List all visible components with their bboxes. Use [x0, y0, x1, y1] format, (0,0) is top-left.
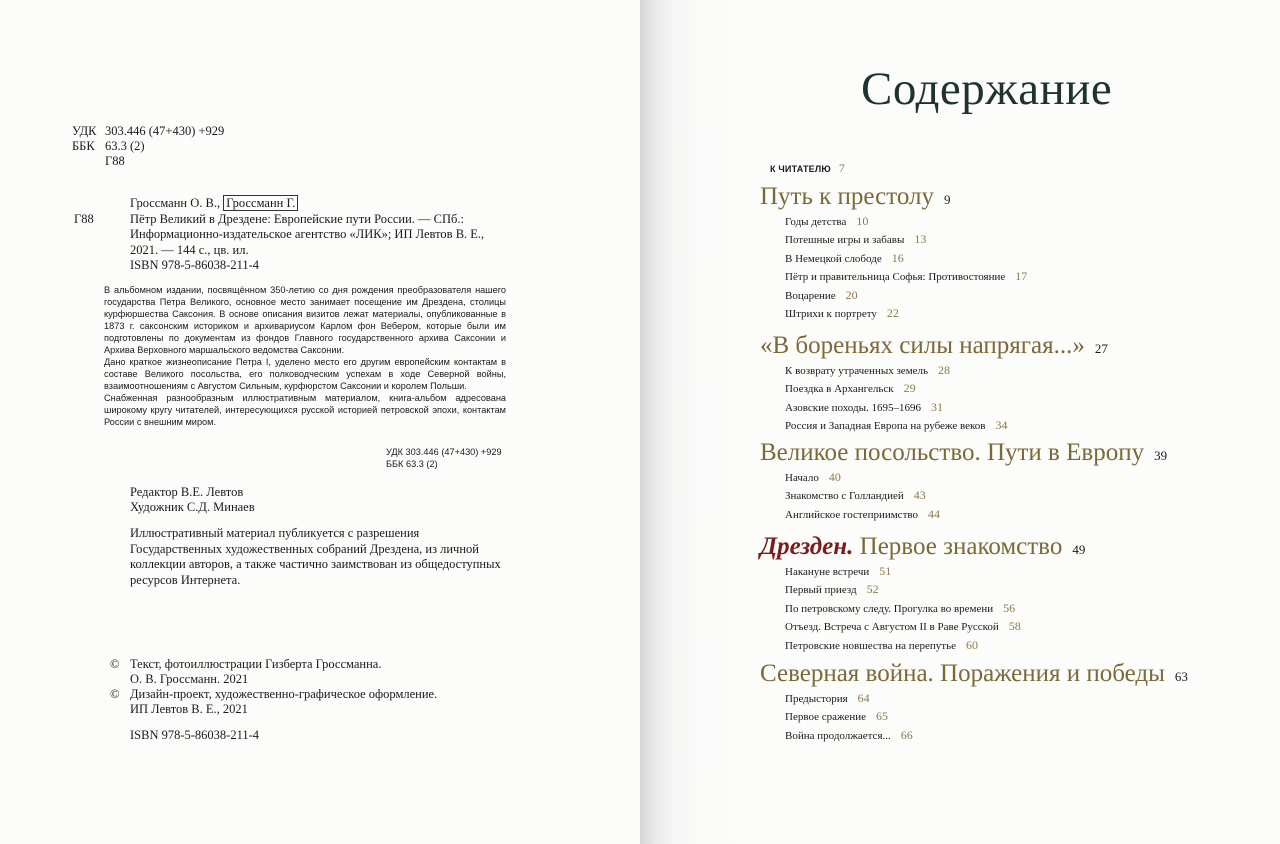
copyright-line: Текст, фотоиллюстрации Гизберта Гроссманна. — [130, 657, 382, 671]
section-page-number: 9 — [943, 192, 951, 207]
toc-section-1 — [760, 183, 1027, 323]
toc-item-label: Петровские новшества на перепутье — [785, 639, 956, 652]
toc-item-label: Отъезд. Встреча с Августом II в Раве Русской — [785, 621, 999, 634]
toc-item[interactable] — [785, 469, 1167, 487]
toc-title: Содержание — [861, 63, 1113, 115]
annotation-classification — [386, 446, 502, 470]
toc-item-label: Начало — [785, 472, 819, 484]
bibliographic-record — [74, 196, 504, 274]
toc-item-page: 40 — [828, 470, 841, 484]
toc-section-title[interactable] — [760, 660, 1188, 688]
toc-item-label: Поездка в Архангельск — [785, 383, 894, 396]
toc-item-page: 52 — [866, 582, 879, 597]
toc-section-title[interactable] — [760, 183, 1027, 211]
authors-boxed: Гроссманн Г. — [223, 195, 298, 211]
toc-item[interactable] — [785, 727, 1188, 745]
toc-item-page: 44 — [928, 506, 940, 521]
author-code: Г88 — [74, 211, 94, 226]
toc-item[interactable] — [785, 637, 1085, 655]
toc-items — [785, 362, 1108, 436]
copyright-design — [110, 687, 437, 717]
section-page-number: 39 — [1154, 448, 1168, 463]
toc-item-page: 66 — [900, 727, 913, 742]
toc-item-page: 28 — [938, 363, 951, 377]
author-mark-key — [72, 154, 105, 169]
toc-item-label: Английское гостеприимство — [785, 508, 918, 521]
section-page-number: 49 — [1072, 542, 1086, 557]
toc-item-page: 58 — [1008, 619, 1021, 634]
toc-items — [785, 563, 1085, 655]
copyright-line: О. В. Гроссманн. 2021 — [130, 672, 249, 686]
copyright-text — [110, 657, 437, 687]
toc-section-2 — [760, 332, 1108, 436]
toc-item-label: По петровскому следу. Прогулка во времени — [785, 602, 994, 615]
toc-item-label: Потешные игры и забавы — [785, 234, 905, 247]
toc-items — [785, 690, 1188, 745]
toc-item[interactable] — [785, 380, 1108, 398]
toc-section-3 — [760, 439, 1167, 524]
copyright-symbol: © — [110, 657, 120, 671]
toc-item[interactable] — [785, 708, 1188, 726]
description-row — [74, 212, 504, 259]
toc-items — [785, 213, 1027, 323]
udk-block — [72, 124, 224, 169]
annotation-bbk: ББК 63.3 (2) — [386, 459, 438, 469]
toc-item-page: 43 — [913, 488, 926, 503]
section-title-text: Северная война. Поражения и победы — [760, 660, 1165, 687]
copyright-symbol: © — [110, 687, 120, 701]
authors-line — [74, 196, 504, 212]
toc-item-label: Предыстория — [785, 693, 848, 705]
toc-item[interactable] — [785, 287, 1027, 305]
udk-row — [72, 124, 224, 139]
toc-section-title[interactable] — [760, 332, 1108, 360]
toc-item[interactable] — [785, 250, 1027, 268]
toc-item-page: 60 — [965, 637, 978, 652]
toc-entry-label: К ЧИТАТЕЛЮ — [770, 164, 831, 174]
toc-item-page: 51 — [879, 564, 892, 578]
isbn: ISBN 978-5-86038-211-4 — [130, 258, 260, 272]
toc-item-page: 22 — [886, 306, 899, 321]
toc-item-label: Штрихи к портрету — [785, 308, 877, 321]
author-mark-row — [72, 154, 224, 169]
toc-item-page: 34 — [995, 418, 1008, 433]
toc-section-4 — [760, 533, 1085, 655]
toc-item-page: 17 — [1015, 269, 1028, 284]
toc-items — [785, 469, 1167, 524]
toc-item-page: 20 — [845, 287, 858, 302]
authors-plain: Гроссманн О. В., — [130, 196, 224, 210]
author-mark-value: Г88 — [105, 154, 125, 168]
annotation — [104, 284, 506, 428]
toc-entry-reader[interactable] — [770, 161, 845, 176]
bbk-key: ББК — [72, 139, 95, 153]
toc-item-page: 31 — [930, 399, 943, 414]
section-title-text: Путь к престолу — [760, 183, 934, 210]
udk-key: УДК — [72, 124, 97, 138]
toc-item[interactable] — [785, 305, 1027, 323]
toc-item-label: Накануне встречи — [785, 566, 870, 578]
copyright-line: Дизайн-проект, художественно-графическое оформление. — [130, 687, 438, 701]
copyright-isbn: ISBN 978-5-86038-211-4 — [130, 728, 260, 742]
toc-item[interactable] — [785, 417, 1108, 435]
toc-section-5 — [760, 660, 1188, 745]
toc-item-label: Годы детства — [785, 216, 847, 228]
section-title-text: «В бореньях силы напрягая...» — [760, 332, 1085, 359]
annotation-paragraph-1: В альбомном издании, посвящённом 350-летию со дня рождения преобразователя нашего государства Петра Великого, основное место занимает посещение им Дрездена, столицы курфюршества Саксония. В основе описания визитов лежат материалы, опубликованные в 1873 г. саксонским историком и архивариусом Карлом фон Вебером, которые были им подготовлены по документам из фондов Главного государственного архива Саксонии и Архива Верховного маршальского ведомства Саксонии. — [104, 285, 506, 355]
toc-item[interactable] — [785, 231, 1027, 249]
toc-item-label: К возврату утраченных земель — [785, 365, 929, 377]
toc-item-page: 56 — [1003, 600, 1016, 615]
toc-item-label: Россия и Западная Европа на рубеже веков — [785, 420, 986, 433]
toc-page-number: 7 — [838, 161, 846, 175]
bbk-row — [72, 139, 224, 154]
toc-item-page: 13 — [914, 232, 927, 247]
credits — [130, 485, 255, 515]
toc-item[interactable] — [785, 268, 1027, 286]
toc-item-page: 29 — [903, 381, 916, 396]
toc-item[interactable] — [785, 362, 1108, 380]
section-page-number: 27 — [1094, 341, 1108, 356]
toc-item-label: Азовские походы. 1695–1696 — [785, 401, 921, 414]
annotation-paragraph-2: Дано краткое жизнеописание Петра I, уделено место его другим европейским контактам в составе Великого посольства, его полководческим успехам в ходе Северной войны, взаимоотношениям с Августом Сильным, курфюрстом Саксонии и королем Польши. — [104, 357, 506, 391]
toc-item-page: 10 — [856, 214, 869, 228]
toc-item[interactable] — [785, 600, 1085, 618]
toc-item-label: Пётр и правительница Софья: Противостояние — [785, 271, 1006, 284]
section-title-text: Великое посольство. Пути в Европу — [760, 439, 1145, 466]
toc-item[interactable] — [785, 690, 1188, 708]
toc-item-page: 16 — [891, 250, 904, 265]
annotation-paragraph-3: Снабженная разнообразным иллюстративным материалом, книга-альбом адресована широкому кругу читателей, интересующихся русской историей петровской эпохи, контактам России с внешним миром. — [104, 393, 506, 427]
toc-item-page: 64 — [857, 691, 870, 705]
toc-item[interactable] — [785, 399, 1108, 417]
toc-item-label: Первый приезд — [785, 584, 857, 597]
toc-section-title[interactable] — [760, 533, 1085, 561]
toc-section-title[interactable] — [760, 439, 1167, 467]
toc-item-page: 65 — [875, 709, 888, 724]
toc-item[interactable] — [785, 563, 1085, 581]
permission-note: Иллюстративный материал публикуется с разрешения Государственных художественных собраний Дрездена, из личной коллекции авторов, а также частично заимствован из общедоступных ресурсов Интернета. — [130, 526, 501, 587]
editor: Редактор В.Е. Левтов — [130, 485, 244, 499]
section-page-number: 63 — [1174, 669, 1188, 684]
copyright-block — [110, 657, 437, 743]
toc-item-label: Первое сражение — [785, 711, 866, 724]
artist: Художник С.Д. Минаев — [130, 500, 255, 514]
toc-item-label: Воцарение — [785, 289, 836, 302]
toc-item[interactable] — [785, 581, 1085, 599]
section-title-dropcap: Дрезден. — [760, 533, 854, 560]
description: Пётр Великий в Дрездене: Европейские пути России. — СПб.: Информационно-издательское агентство «ЛИК»; ИП Левтов В. Е., 2021. — 144 с., цв. ил. — [130, 211, 485, 257]
toc-item-label: В Немецкой слободе — [785, 252, 882, 265]
bbk-value: 63.3 (2) — [105, 139, 145, 153]
udk-value: 303.446 (47+430) +929 — [105, 124, 225, 138]
toc-item-label: Знакомство с Голландией — [785, 490, 904, 503]
annotation-udk: УДК 303.446 (47+430) +929 — [386, 447, 502, 457]
toc-item[interactable] — [785, 506, 1167, 524]
copyright-line: ИП Левтов В. Е., 2021 — [130, 702, 248, 716]
toc-item[interactable] — [785, 618, 1085, 636]
section-title-text: Первое знакомство — [853, 533, 1063, 560]
toc-item[interactable] — [785, 213, 1027, 231]
toc-item[interactable] — [785, 487, 1167, 505]
toc-item-label: Война продолжается... — [785, 729, 891, 742]
